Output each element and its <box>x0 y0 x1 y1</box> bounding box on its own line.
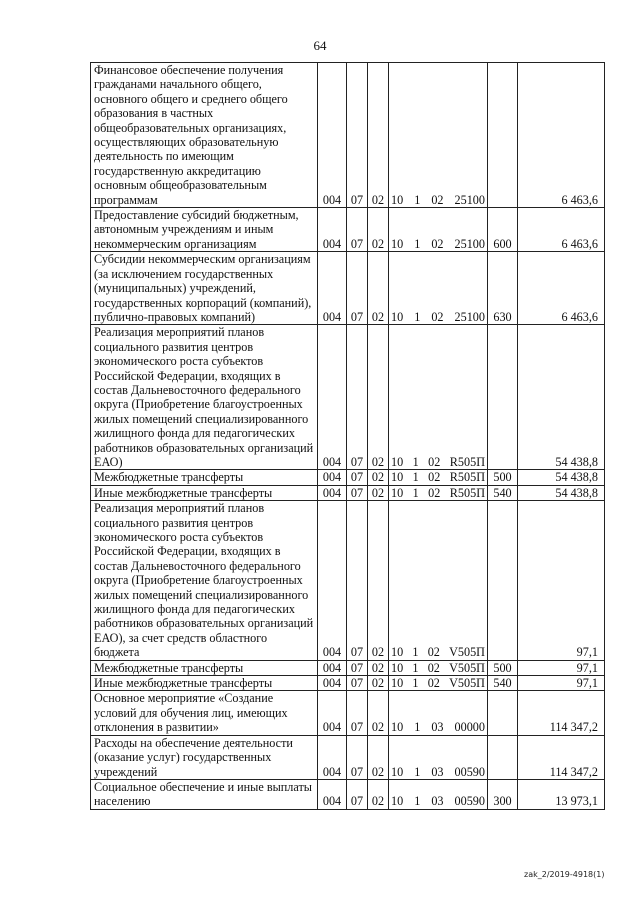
table-row <box>91 470 605 485</box>
row-name: Реализация мероприятий планов социального развития центров экономического роста субъектов Российской Федерации, входящих в состав Дальневосточного федерального округа (Приобретение благоустроенных жилых помещений специализированного жилищного фонда для педагогических работников образовательных организаций ЕАО), за счет средств областного бюджета <box>91 501 318 660</box>
target-program: 10 <box>391 470 404 485</box>
budget-table-body <box>91 63 605 810</box>
target-subprogram: 1 <box>412 470 419 485</box>
target-direction: 00590 <box>454 764 485 779</box>
expense-type-code: 600 <box>488 208 518 252</box>
target-event: 02 <box>427 676 440 691</box>
target-program: 10 <box>391 720 404 735</box>
target-program: 10 <box>391 645 404 660</box>
table-row <box>91 779 605 809</box>
ved-code: 004 <box>318 252 347 325</box>
table-row <box>91 63 605 208</box>
target-event: 03 <box>431 720 444 735</box>
subsection-code: 02 <box>368 501 389 660</box>
target-event: 03 <box>431 794 444 809</box>
table-row <box>91 208 605 252</box>
section-code: 07 <box>347 63 368 208</box>
target-subprogram: 1 <box>412 485 419 500</box>
expense-type-code <box>488 501 518 660</box>
table-row <box>91 676 605 691</box>
target-subprogram: 1 <box>414 309 421 324</box>
target-program: 10 <box>391 485 404 500</box>
section-code: 07 <box>347 501 368 660</box>
target-subprogram: 1 <box>412 660 419 675</box>
table-row <box>91 485 605 500</box>
amount: 97,1 <box>518 501 605 660</box>
ved-code: 004 <box>318 63 347 208</box>
target-subprogram: 1 <box>414 764 421 779</box>
target-article-code <box>389 660 488 675</box>
amount: 6 463,6 <box>518 63 605 208</box>
target-event: 02 <box>427 645 440 660</box>
row-name: Межбюджетные трансферты <box>91 660 318 675</box>
row-name: Расходы на обеспечение деятельности (оказание услуг) государственных учреждений <box>91 735 318 779</box>
subsection-code: 02 <box>368 735 389 779</box>
section-code: 07 <box>347 252 368 325</box>
ved-code: 004 <box>318 325 347 470</box>
target-event: 02 <box>428 454 441 469</box>
target-program: 10 <box>391 764 404 779</box>
section-code: 07 <box>347 735 368 779</box>
subsection-code: 02 <box>368 485 389 500</box>
target-subprogram: 1 <box>412 645 419 660</box>
section-code: 07 <box>347 660 368 675</box>
ved-code: 004 <box>318 208 347 252</box>
section-code: 07 <box>347 779 368 809</box>
target-direction: R505П <box>449 485 485 500</box>
ved-code: 004 <box>318 691 347 735</box>
table-row <box>91 252 605 325</box>
target-program: 10 <box>391 794 404 809</box>
row-name: Реализация мероприятий планов социального развития центров экономического роста субъектов Российской Федерации, входящих в состав Дальневосточного федерального округа (Приобретение благоустроенных жилых помещений специализированного жилищного фонда для педагогических работников образовательных организаций ЕАО) <box>91 325 318 470</box>
expense-type-code: 540 <box>488 485 518 500</box>
target-article-code <box>389 691 488 735</box>
target-program: 10 <box>391 192 404 207</box>
subsection-code: 02 <box>368 325 389 470</box>
amount: 6 463,6 <box>518 208 605 252</box>
target-program: 10 <box>391 660 404 675</box>
amount: 114 347,2 <box>518 691 605 735</box>
amount: 114 347,2 <box>518 735 605 779</box>
expense-type-code <box>488 325 518 470</box>
row-name: Иные межбюджетные трансферты <box>91 485 318 500</box>
amount: 54 438,8 <box>518 470 605 485</box>
ved-code: 004 <box>318 676 347 691</box>
expense-type-code: 540 <box>488 676 518 691</box>
target-program: 10 <box>391 309 404 324</box>
subsection-code: 02 <box>368 63 389 208</box>
row-name: Финансовое обеспечение получения гражданами начального общего, основного общего и среднего общего образования в частных общеобразовательных организациях, осуществляющих образовательную деятельность по имеющим государственную аккредитацию основным общеобразовательным программам <box>91 63 318 208</box>
ved-code: 004 <box>318 485 347 500</box>
section-code: 07 <box>347 470 368 485</box>
target-event: 02 <box>428 485 441 500</box>
section-code: 07 <box>347 691 368 735</box>
page-number: 64 <box>313 38 327 53</box>
amount: 97,1 <box>518 660 605 675</box>
target-article-code <box>389 676 488 691</box>
target-event: 02 <box>431 236 444 251</box>
expense-type-code: 300 <box>488 779 518 809</box>
subsection-code: 02 <box>368 252 389 325</box>
target-subprogram: 1 <box>414 794 421 809</box>
section-code: 07 <box>347 325 368 470</box>
subsection-code: 02 <box>368 208 389 252</box>
amount: 54 438,8 <box>518 325 605 470</box>
target-direction: R505П <box>449 454 485 469</box>
row-name: Основное мероприятие «Создание условий для обучения лиц, имеющих отклонения в развитии» <box>91 691 318 735</box>
target-program: 10 <box>391 454 404 469</box>
ved-code: 004 <box>318 735 347 779</box>
amount: 54 438,8 <box>518 485 605 500</box>
target-subprogram: 1 <box>412 454 419 469</box>
target-event: 03 <box>431 764 444 779</box>
target-event: 02 <box>428 470 441 485</box>
target-direction: R505П <box>449 470 485 485</box>
target-article-code <box>389 735 488 779</box>
expense-type-code: 500 <box>488 470 518 485</box>
amount: 97,1 <box>518 676 605 691</box>
subsection-code: 02 <box>368 691 389 735</box>
section-code: 07 <box>347 208 368 252</box>
expense-type-code <box>488 691 518 735</box>
table-row <box>91 501 605 660</box>
subsection-code: 02 <box>368 470 389 485</box>
target-subprogram: 1 <box>412 676 419 691</box>
row-name: Межбюджетные трансферты <box>91 470 318 485</box>
target-direction: V505П <box>449 645 485 660</box>
target-direction: 00000 <box>454 720 485 735</box>
section-code: 07 <box>347 676 368 691</box>
expense-type-code <box>488 63 518 208</box>
footer-code: zak_2/2019-4918(1) <box>524 870 605 879</box>
subsection-code: 02 <box>368 660 389 675</box>
amount: 13 973,1 <box>518 779 605 809</box>
target-event: 02 <box>431 309 444 324</box>
target-direction: 25100 <box>454 309 485 324</box>
target-direction: 00590 <box>454 794 485 809</box>
subsection-code: 02 <box>368 676 389 691</box>
target-article-code <box>389 779 488 809</box>
expense-type-code: 630 <box>488 252 518 325</box>
table-row <box>91 660 605 675</box>
target-article-code <box>389 485 488 500</box>
target-article-code <box>389 252 488 325</box>
ved-code: 004 <box>318 660 347 675</box>
target-article-code <box>389 63 488 208</box>
target-direction: 25100 <box>454 236 485 251</box>
target-direction: V505П <box>449 660 485 675</box>
target-event: 02 <box>427 660 440 675</box>
amount: 6 463,6 <box>518 252 605 325</box>
budget-table <box>90 62 605 810</box>
target-article-code <box>389 470 488 485</box>
ved-code: 004 <box>318 779 347 809</box>
target-event: 02 <box>431 192 444 207</box>
table-row <box>91 691 605 735</box>
target-subprogram: 1 <box>414 236 421 251</box>
target-article-code <box>389 501 488 660</box>
target-subprogram: 1 <box>414 720 421 735</box>
row-name: Субсидии некоммерческим организациям (за исключением государственных (муниципальных) учреждений, государственных корпораций (компаний), публично-правовых компаний) <box>91 252 318 325</box>
target-direction: 25100 <box>454 192 485 207</box>
target-direction: V505П <box>449 676 485 691</box>
target-article-code <box>389 325 488 470</box>
target-program: 10 <box>391 236 404 251</box>
target-article-code <box>389 208 488 252</box>
target-program: 10 <box>391 676 404 691</box>
table-row <box>91 735 605 779</box>
row-name: Социальное обеспечение и иные выплаты населению <box>91 779 318 809</box>
row-name: Предоставление субсидий бюджетным, автономным учреждениям и иным некоммерческим организациям <box>91 208 318 252</box>
expense-type-code: 500 <box>488 660 518 675</box>
table-row <box>91 325 605 470</box>
ved-code: 004 <box>318 470 347 485</box>
target-subprogram: 1 <box>414 192 421 207</box>
section-code: 07 <box>347 485 368 500</box>
row-name: Иные межбюджетные трансферты <box>91 676 318 691</box>
subsection-code: 02 <box>368 779 389 809</box>
expense-type-code <box>488 735 518 779</box>
ved-code: 004 <box>318 501 347 660</box>
